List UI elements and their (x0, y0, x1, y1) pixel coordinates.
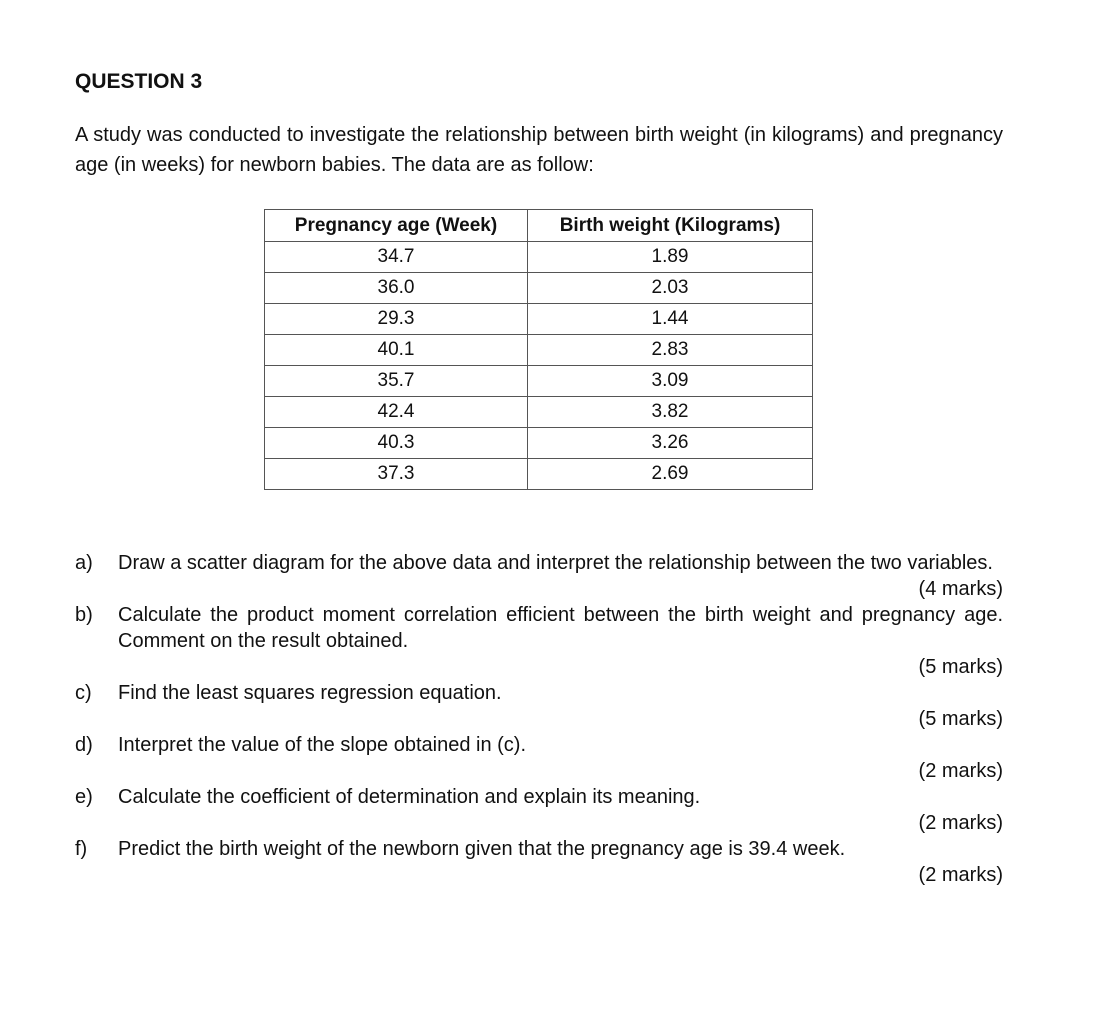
table-row (265, 273, 813, 304)
header-birth-weight: Birth weight (Kilograms) (528, 210, 813, 242)
cell-pregnancy-age: 40.3 (265, 428, 528, 459)
cell-pregnancy-age: 34.7 (265, 242, 528, 273)
cell-pregnancy-age: 36.0 (265, 273, 528, 304)
marks-label: (5 marks) (918, 656, 1003, 678)
table-row (265, 242, 813, 273)
cell-birth-weight: 3.26 (528, 428, 813, 459)
sub-question-b (75, 602, 1003, 680)
table-row (265, 459, 813, 490)
marks-label: (2 marks) (918, 760, 1003, 782)
sub-question-e (75, 784, 1003, 836)
cell-birth-weight: 3.82 (528, 397, 813, 428)
sub-question-text: Draw a scatter diagram for the above data and interpret the relationship between the two variables. (118, 552, 993, 574)
sub-question-letter: c) (75, 682, 92, 704)
sub-question-letter: a) (75, 552, 93, 574)
sub-question-letter: e) (75, 786, 93, 808)
sub-question-text: Interpret the value of the slope obtained in (c). (118, 734, 527, 756)
sub-question-letter: d) (75, 734, 93, 756)
sub-question-text: Find the least squares regression equation. (118, 682, 502, 704)
marks-label: (4 marks) (918, 578, 1003, 600)
intro-paragraph: A study was conducted to investigate the relationship between birth weight (in kilograms) and pregnancy age (in weeks) for newborn babies. The data are as follow: (75, 124, 1003, 176)
sub-question-a (75, 550, 1003, 602)
cell-birth-weight: 3.09 (528, 366, 813, 397)
sub-question-f (75, 836, 1003, 888)
table-row (265, 335, 813, 366)
cell-birth-weight: 2.03 (528, 273, 813, 304)
sub-question-letter: b) (75, 604, 93, 626)
cell-pregnancy-age: 37.3 (265, 459, 528, 490)
cell-birth-weight: 1.89 (528, 242, 813, 273)
marks-label: (2 marks) (918, 864, 1003, 886)
table-header-row (265, 210, 813, 242)
table-row (265, 428, 813, 459)
sub-questions-list (75, 550, 1003, 888)
cell-birth-weight: 1.44 (528, 304, 813, 335)
cell-birth-weight: 2.69 (528, 459, 813, 490)
table-row (265, 366, 813, 397)
question-heading: QUESTION 3 (75, 70, 203, 93)
sub-question-d (75, 732, 1003, 784)
table-row (265, 397, 813, 428)
marks-label: (5 marks) (918, 708, 1003, 730)
sub-question-letter: f) (75, 838, 88, 860)
sub-question-text: Calculate the coefficient of determination and explain its meaning. (118, 786, 701, 808)
cell-pregnancy-age: 42.4 (265, 397, 528, 428)
header-pregnancy-age: Pregnancy age (Week) (265, 210, 528, 242)
cell-birth-weight: 2.83 (528, 335, 813, 366)
sub-question-text: Predict the birth weight of the newborn given that the pregnancy age is 39.4 week. (118, 838, 846, 860)
cell-pregnancy-age: 40.1 (265, 335, 528, 366)
sub-question-c (75, 680, 1003, 732)
cell-pregnancy-age: 29.3 (265, 304, 528, 335)
sub-question-text: Calculate the product moment correlation efficient between the birth weight and pregnancy age. Comment on the result obtained. (118, 604, 1003, 652)
table-row (265, 304, 813, 335)
cell-pregnancy-age: 35.7 (265, 366, 528, 397)
data-table (264, 209, 813, 490)
marks-label: (2 marks) (918, 812, 1003, 834)
